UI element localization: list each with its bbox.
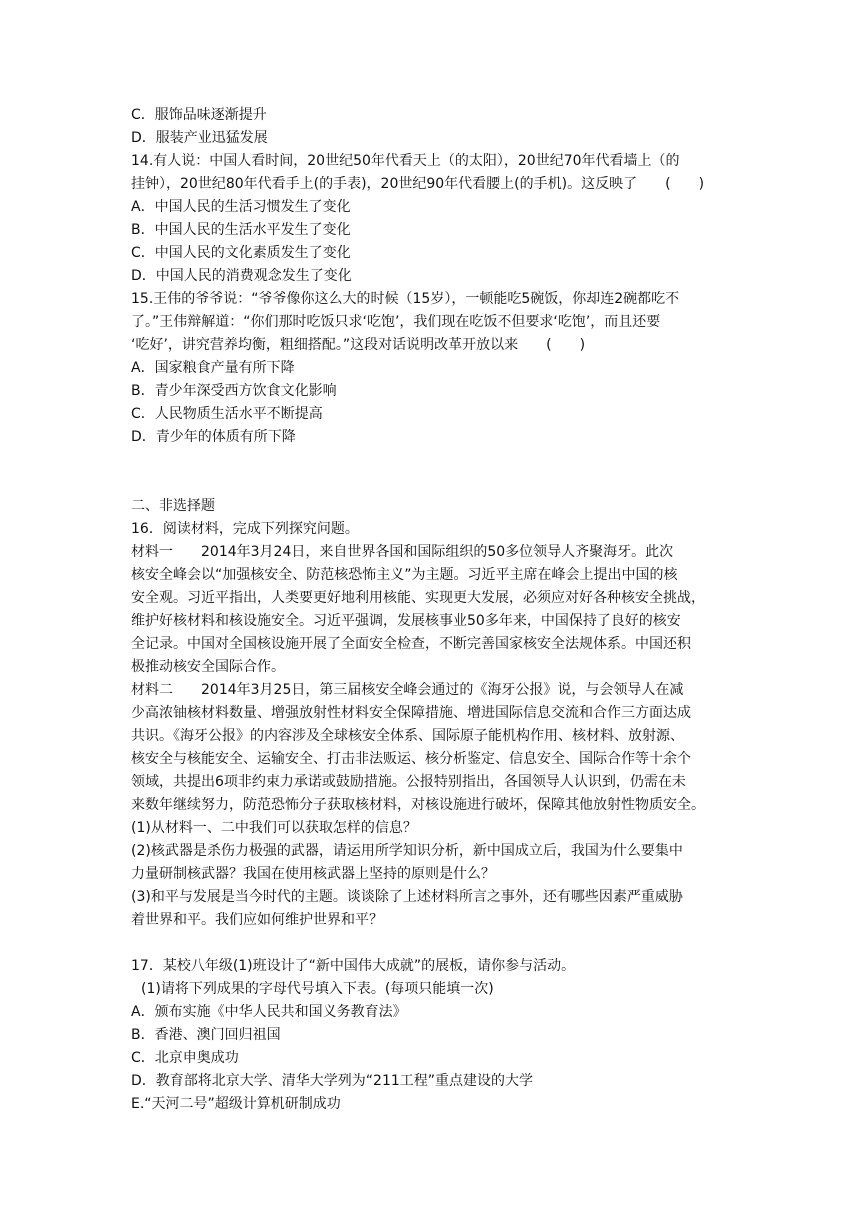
q15-option-b: B．青少年深受西方饮食文化影响 — [131, 383, 337, 399]
q13-option-c: C．服饰品味逐渐提升 — [131, 107, 267, 123]
q16-material1-line1: 材料一 2014年3月24日，来自世界各国和国际组织的50多位领导人齐聚海牙。此次 — [131, 544, 674, 560]
q16-material2-line6: 来数年继续努力，防范恐怖分子获取核材料，对核设施进行破坏，保障其他放射性物质安全。 — [131, 797, 705, 813]
spacer — [131, 932, 733, 955]
q16-material1-line5: 全记录。中国对全国核设施开展了全面安全检查，不断完善国家核安全法规体系。中国还积 — [131, 636, 691, 652]
q14-option-a: A．中国人民的生活习惯发生了变化 — [131, 199, 351, 215]
q14-stem-line2: 挂钟），20世纪80年代看手上(的手表)，20世纪90年代看腰上(的手机)。这反映了 ( ) — [131, 176, 705, 192]
q16-stem: 16．阅读材料，完成下列探究问题。 — [131, 521, 359, 537]
q13-option-d: D．服装产业迅猛发展 — [131, 130, 268, 146]
q17-option-a: A．颁布实施《中华人民共和国义务教育法》 — [131, 1004, 407, 1020]
q17-option-b: B．香港、澳门回归祖国 — [131, 1027, 281, 1043]
q16-material1-line6: 极推动核安全国际合作。 — [131, 659, 285, 675]
q15-option-a: A．国家粮食产量有所下降 — [131, 360, 295, 376]
q15-option-c: C．人民物质生活水平不断提高 — [131, 406, 323, 422]
q16-material2-line5: 领域，共提出6项非约束力承诺或鼓励措施。公报特别指出，各国领导人认识到，仍需在未 — [131, 774, 686, 790]
q15-stem-line3: ‘吃好’，讲究营养均衡，粗细搭配。”这段对话说明改革开放以来 ( ) — [131, 337, 586, 353]
q17-stem: 17．某校八年级(1)班设计了“新中国伟大成就”的展板，请你参与活动。 — [131, 958, 576, 974]
q16-material1-line4: 维护好核材料和核设施安全。习近平强调，发展核事业50多年来，中国保持了良好的核安 — [131, 613, 681, 629]
q14-stem-line1: 14.有人说：中国人看时间，20世纪50年代看天上（的太阳），20世纪70年代看墙上（的 — [131, 153, 680, 169]
q16-material2-line4: 核安全与核能安全、运输安全、打击非法贩运、核分析鉴定、信息安全、国际合作等十余个 — [131, 751, 691, 767]
q14-option-d: D．中国人民的消费观念发生了变化 — [131, 268, 352, 284]
q15-stem-line2: 了。”王伟辩解道：“你们那时吃饭只求‘吃饱’，我们现在吃饭不但要求‘吃饱’，而且还要 — [131, 314, 661, 330]
q16-material1-line2: 核安全峰会以“加强核安全、防范核恐怖主义”为主题。习近平主席在峰会上提出中国的核 — [131, 567, 678, 583]
q17-subquestion-1: (1)请将下列成果的字母代号填入下表。(每项只能填一次) — [141, 981, 494, 997]
q16-subquestion-3-line2: 着世界和平。我们应如何维护世界和平？ — [131, 912, 383, 928]
q16-subquestion-1: (1)从材料一、二中我们可以获取怎样的信息？ — [131, 820, 417, 836]
section-heading: 二、非选择题 — [131, 498, 215, 514]
q16-material2-line3: 共识。《海牙公报》的内容涉及全球核安全体系、国际原子能机构作用、核材料、放射源、 — [131, 728, 684, 744]
q16-material2-line2: 少高浓铀核材料数量、增强放射性材料安全保障措施、增进国际信息交流和合作三方面达成 — [131, 705, 691, 721]
q14-option-b: B．中国人民的生活水平发生了变化 — [131, 222, 351, 238]
q16-material2-line1: 材料二 2014年3月25日，第三届核安全峰会通过的《海牙公报》说，与会领导人在减 — [131, 682, 684, 698]
q15-stem-line1: 15.王伟的爷爷说：“爷爷像你这么大的时候（15岁），一顿能吃5碗饭，你却连2碗都吃不 — [131, 291, 680, 307]
q17-option-e: E.“天河二号”超级计算机研制成功 — [131, 1096, 341, 1112]
q16-material1-line3: 安全观。习近平指出，人类要更好地利用核能、实现更大发展，必须应对好各种核安全挑战， — [131, 590, 705, 606]
spacer — [131, 449, 733, 495]
q17-option-d: D．教育部将北京大学、清华大学列为“211工程”重点建设的大学 — [131, 1073, 534, 1089]
q17-option-c: C．北京申奥成功 — [131, 1050, 239, 1066]
q15-option-d: D．青少年的体质有所下降 — [131, 429, 296, 445]
q14-option-c: C．中国人民的文化素质发生了变化 — [131, 245, 351, 261]
q16-subquestion-2-line1: (2)核武器是杀伤力极强的武器，请运用所学知识分析，新中国成立后，我国为什么要集中 — [131, 843, 683, 859]
document-page — [131, 104, 733, 1116]
q16-subquestion-2-line2: 力量研制核武器？我国在使用核武器上坚持的原则是什么？ — [131, 866, 495, 882]
q16-subquestion-3-line1: (3)和平与发展是当今时代的主题。谈谈除了上述材料所言之事外，还有哪些因素严重威胁 — [131, 889, 683, 905]
